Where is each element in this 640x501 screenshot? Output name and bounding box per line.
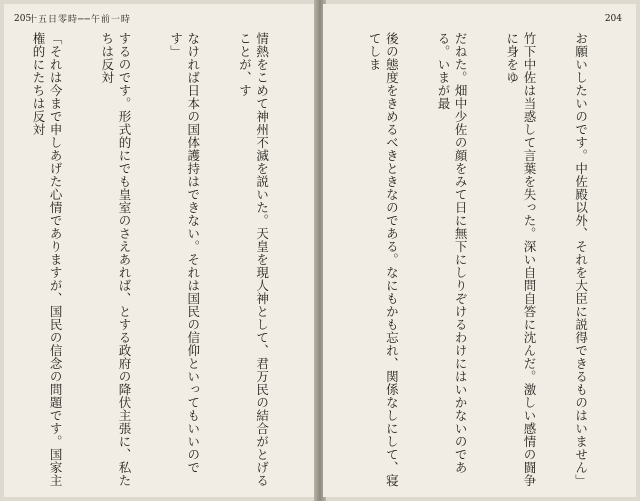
text-column: 「それは今まで申しあげた心情でありますが、国民の信念の問題です。国家主権的にたちは反対 (30, 32, 64, 487)
left-page (4, 4, 317, 497)
text-column: 情熱をこめて神州不滅を説いた。天皇を現人神として、君万民の結合がとげることが、す (237, 32, 270, 487)
left-page-text (14, 32, 305, 489)
text-column: するのです。形式的にでも皇室のさえあれば、とする政府の降伏主張に、私たちは反対 (99, 32, 132, 487)
text-column: なければ日本の国体護持はできない。それは国民の信仰といってもいいのです」 (168, 32, 201, 474)
text-column: 竹下中佐は当惑して言葉を失った。深い自問自答に沈んだ。激しい感情の闘争に身をゆ (504, 32, 537, 487)
right-page-number: 204 (604, 14, 622, 24)
left-page-number: 205 (14, 14, 32, 24)
running-header: 十五日零時──午前一時 (28, 15, 131, 25)
text-column: お願いしたいのです。中佐殿以外、それを大臣に説得できるものはいません」 (573, 32, 589, 487)
text-column: 後の態度をきめるべきときなのである。なにもかも忘れ、関係なしにして、寝てしま (367, 32, 400, 487)
right-page (323, 4, 636, 497)
text-column: だねた。畑中少佐の顔をみて日に無下にしりぞけるわけにはいかないのである。いまが最 (435, 32, 469, 474)
right-page-text (333, 32, 624, 489)
